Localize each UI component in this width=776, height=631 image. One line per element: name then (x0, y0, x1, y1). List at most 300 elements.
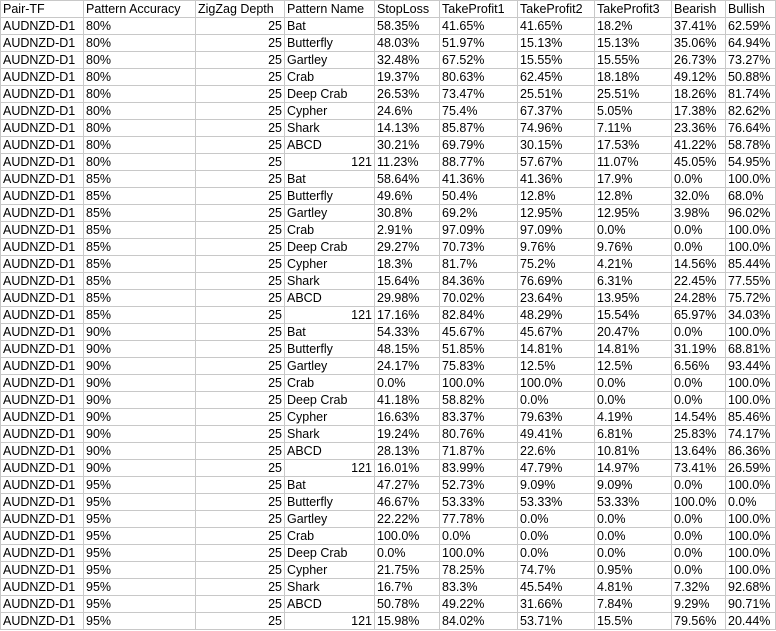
cell-takeprofit2[interactable]: 9.09% (518, 477, 595, 494)
cell-zigzag-depth[interactable]: 25 (196, 358, 285, 375)
cell-bearish[interactable]: 0.0% (672, 562, 726, 579)
cell-bearish[interactable]: 0.0% (672, 375, 726, 392)
cell-takeprofit2[interactable]: 0.0% (518, 528, 595, 545)
cell-takeprofit3[interactable]: 0.0% (595, 222, 672, 239)
header-cell-bullish[interactable]: Bullish (726, 1, 776, 18)
cell-takeprofit2[interactable]: 14.81% (518, 341, 595, 358)
cell-takeprofit3[interactable]: 17.53% (595, 137, 672, 154)
cell-pair-tf[interactable]: AUDNZD-D1 (1, 171, 84, 188)
cell-takeprofit3[interactable]: 6.81% (595, 426, 672, 443)
cell-takeprofit1[interactable]: 51.97% (440, 35, 518, 52)
cell-takeprofit2[interactable]: 12.95% (518, 205, 595, 222)
cell-pattern-accuracy[interactable]: 80% (84, 35, 196, 52)
header-cell-takeprofit3[interactable]: TakeProfit3 (595, 1, 672, 18)
cell-zigzag-depth[interactable]: 25 (196, 52, 285, 69)
cell-takeprofit1[interactable]: 71.87% (440, 443, 518, 460)
cell-takeprofit1[interactable]: 51.85% (440, 341, 518, 358)
cell-bullish[interactable]: 90.71% (726, 596, 776, 613)
cell-bearish[interactable]: 26.73% (672, 52, 726, 69)
cell-bullish[interactable]: 100.0% (726, 545, 776, 562)
cell-pair-tf[interactable]: AUDNZD-D1 (1, 375, 84, 392)
cell-bearish[interactable]: 45.05% (672, 154, 726, 171)
cell-pattern-name[interactable]: Gartley (285, 52, 375, 69)
header-cell-bearish[interactable]: Bearish (672, 1, 726, 18)
cell-takeprofit2[interactable]: 9.76% (518, 239, 595, 256)
cell-takeprofit3[interactable]: 4.19% (595, 409, 672, 426)
cell-bullish[interactable]: 85.46% (726, 409, 776, 426)
cell-pair-tf[interactable]: AUDNZD-D1 (1, 307, 84, 324)
cell-pair-tf[interactable]: AUDNZD-D1 (1, 222, 84, 239)
cell-takeprofit1[interactable]: 41.65% (440, 18, 518, 35)
cell-pattern-accuracy[interactable]: 85% (84, 273, 196, 290)
cell-pair-tf[interactable]: AUDNZD-D1 (1, 341, 84, 358)
cell-zigzag-depth[interactable]: 25 (196, 460, 285, 477)
cell-stoploss[interactable]: 15.98% (375, 613, 440, 630)
cell-takeprofit3[interactable]: 15.54% (595, 307, 672, 324)
cell-takeprofit2[interactable]: 25.51% (518, 86, 595, 103)
cell-bullish[interactable]: 92.68% (726, 579, 776, 596)
cell-takeprofit3[interactable]: 0.0% (595, 511, 672, 528)
cell-pattern-name[interactable]: Butterfly (285, 341, 375, 358)
cell-takeprofit3[interactable]: 5.05% (595, 103, 672, 120)
cell-takeprofit2[interactable]: 0.0% (518, 392, 595, 409)
cell-bearish[interactable]: 14.56% (672, 256, 726, 273)
cell-takeprofit1[interactable]: 69.2% (440, 205, 518, 222)
cell-pattern-accuracy[interactable]: 85% (84, 205, 196, 222)
cell-takeprofit1[interactable]: 49.22% (440, 596, 518, 613)
cell-zigzag-depth[interactable]: 25 (196, 443, 285, 460)
cell-bearish[interactable]: 0.0% (672, 171, 726, 188)
cell-pattern-name[interactable]: ABCD (285, 596, 375, 613)
cell-zigzag-depth[interactable]: 25 (196, 324, 285, 341)
cell-takeprofit1[interactable]: 58.82% (440, 392, 518, 409)
cell-bearish[interactable]: 18.26% (672, 86, 726, 103)
cell-takeprofit1[interactable]: 45.67% (440, 324, 518, 341)
header-cell-pattern-accuracy[interactable]: Pattern Accuracy (84, 1, 196, 18)
cell-takeprofit2[interactable]: 48.29% (518, 307, 595, 324)
cell-bearish[interactable]: 0.0% (672, 511, 726, 528)
cell-stoploss[interactable]: 32.48% (375, 52, 440, 69)
cell-pattern-accuracy[interactable]: 85% (84, 290, 196, 307)
cell-pattern-name[interactable]: Gartley (285, 511, 375, 528)
cell-pattern-name[interactable]: Bat (285, 18, 375, 35)
cell-takeprofit2[interactable]: 76.69% (518, 273, 595, 290)
cell-stoploss[interactable]: 0.0% (375, 545, 440, 562)
cell-zigzag-depth[interactable]: 25 (196, 205, 285, 222)
cell-zigzag-depth[interactable]: 25 (196, 35, 285, 52)
cell-pair-tf[interactable]: AUDNZD-D1 (1, 426, 84, 443)
cell-takeprofit3[interactable]: 13.95% (595, 290, 672, 307)
cell-pattern-name[interactable]: Shark (285, 579, 375, 596)
cell-stoploss[interactable]: 46.67% (375, 494, 440, 511)
cell-takeprofit2[interactable]: 22.6% (518, 443, 595, 460)
cell-takeprofit3[interactable]: 14.81% (595, 341, 672, 358)
cell-pattern-accuracy[interactable]: 90% (84, 443, 196, 460)
cell-zigzag-depth[interactable]: 25 (196, 188, 285, 205)
cell-bearish[interactable]: 13.64% (672, 443, 726, 460)
cell-bullish[interactable]: 85.44% (726, 256, 776, 273)
cell-pattern-name[interactable]: Crab (285, 69, 375, 86)
cell-takeprofit2[interactable]: 15.55% (518, 52, 595, 69)
cell-bullish[interactable]: 100.0% (726, 392, 776, 409)
cell-pattern-name[interactable]: Bat (285, 477, 375, 494)
cell-pattern-accuracy[interactable]: 95% (84, 562, 196, 579)
cell-bearish[interactable]: 73.41% (672, 460, 726, 477)
cell-takeprofit3[interactable]: 9.76% (595, 239, 672, 256)
cell-stoploss[interactable]: 58.64% (375, 171, 440, 188)
cell-zigzag-depth[interactable]: 25 (196, 596, 285, 613)
cell-bullish[interactable]: 68.81% (726, 341, 776, 358)
cell-pair-tf[interactable]: AUDNZD-D1 (1, 154, 84, 171)
cell-bearish[interactable]: 65.97% (672, 307, 726, 324)
cell-bullish[interactable]: 100.0% (726, 324, 776, 341)
cell-pair-tf[interactable]: AUDNZD-D1 (1, 562, 84, 579)
cell-zigzag-depth[interactable]: 25 (196, 222, 285, 239)
cell-takeprofit1[interactable]: 100.0% (440, 375, 518, 392)
cell-takeprofit1[interactable]: 67.52% (440, 52, 518, 69)
cell-bearish[interactable]: 79.56% (672, 613, 726, 630)
cell-stoploss[interactable]: 16.63% (375, 409, 440, 426)
cell-zigzag-depth[interactable]: 25 (196, 120, 285, 137)
cell-pattern-accuracy[interactable]: 80% (84, 154, 196, 171)
cell-bullish[interactable]: 50.88% (726, 69, 776, 86)
cell-bullish[interactable]: 100.0% (726, 239, 776, 256)
cell-zigzag-depth[interactable]: 25 (196, 392, 285, 409)
cell-zigzag-depth[interactable]: 25 (196, 307, 285, 324)
cell-bullish[interactable]: 93.44% (726, 358, 776, 375)
cell-pair-tf[interactable]: AUDNZD-D1 (1, 477, 84, 494)
cell-takeprofit1[interactable]: 77.78% (440, 511, 518, 528)
header-cell-pattern-name[interactable]: Pattern Name (285, 1, 375, 18)
cell-takeprofit3[interactable]: 18.18% (595, 69, 672, 86)
cell-bearish[interactable]: 25.83% (672, 426, 726, 443)
cell-takeprofit2[interactable]: 62.45% (518, 69, 595, 86)
cell-bearish[interactable]: 49.12% (672, 69, 726, 86)
cell-takeprofit2[interactable]: 31.66% (518, 596, 595, 613)
cell-zigzag-depth[interactable]: 25 (196, 409, 285, 426)
cell-pattern-name[interactable]: Cypher (285, 409, 375, 426)
cell-takeprofit1[interactable]: 50.4% (440, 188, 518, 205)
cell-bearish[interactable]: 3.98% (672, 205, 726, 222)
cell-pattern-name[interactable]: Crab (285, 375, 375, 392)
cell-bearish[interactable]: 0.0% (672, 528, 726, 545)
cell-pattern-accuracy[interactable]: 95% (84, 528, 196, 545)
cell-pattern-accuracy[interactable]: 90% (84, 409, 196, 426)
cell-pair-tf[interactable]: AUDNZD-D1 (1, 324, 84, 341)
cell-takeprofit3[interactable]: 20.47% (595, 324, 672, 341)
cell-takeprofit3[interactable]: 4.21% (595, 256, 672, 273)
cell-bearish[interactable]: 22.45% (672, 273, 726, 290)
cell-pattern-name[interactable]: 121 (285, 460, 375, 477)
cell-pattern-accuracy[interactable]: 90% (84, 341, 196, 358)
cell-stoploss[interactable]: 24.6% (375, 103, 440, 120)
cell-stoploss[interactable]: 49.6% (375, 188, 440, 205)
cell-pair-tf[interactable]: AUDNZD-D1 (1, 188, 84, 205)
cell-takeprofit2[interactable]: 45.67% (518, 324, 595, 341)
cell-stoploss[interactable]: 47.27% (375, 477, 440, 494)
cell-stoploss[interactable]: 29.98% (375, 290, 440, 307)
cell-zigzag-depth[interactable]: 25 (196, 239, 285, 256)
cell-pair-tf[interactable]: AUDNZD-D1 (1, 409, 84, 426)
cell-takeprofit2[interactable]: 79.63% (518, 409, 595, 426)
cell-bullish[interactable]: 96.02% (726, 205, 776, 222)
cell-stoploss[interactable]: 26.53% (375, 86, 440, 103)
cell-takeprofit3[interactable]: 7.84% (595, 596, 672, 613)
cell-bullish[interactable]: 86.36% (726, 443, 776, 460)
cell-takeprofit3[interactable]: 10.81% (595, 443, 672, 460)
cell-takeprofit2[interactable]: 74.96% (518, 120, 595, 137)
cell-pair-tf[interactable]: AUDNZD-D1 (1, 18, 84, 35)
cell-takeprofit2[interactable]: 75.2% (518, 256, 595, 273)
cell-pattern-name[interactable]: ABCD (285, 443, 375, 460)
cell-stoploss[interactable]: 19.37% (375, 69, 440, 86)
cell-pattern-accuracy[interactable]: 85% (84, 307, 196, 324)
cell-pattern-accuracy[interactable]: 80% (84, 18, 196, 35)
cell-bearish[interactable]: 17.38% (672, 103, 726, 120)
cell-bullish[interactable]: 100.0% (726, 222, 776, 239)
cell-pattern-name[interactable]: Bat (285, 171, 375, 188)
cell-stoploss[interactable]: 2.91% (375, 222, 440, 239)
cell-pattern-accuracy[interactable]: 95% (84, 596, 196, 613)
cell-bullish[interactable]: 68.0% (726, 188, 776, 205)
cell-pair-tf[interactable]: AUDNZD-D1 (1, 613, 84, 630)
cell-pair-tf[interactable]: AUDNZD-D1 (1, 273, 84, 290)
cell-pattern-name[interactable]: Cypher (285, 562, 375, 579)
cell-pattern-accuracy[interactable]: 95% (84, 579, 196, 596)
cell-takeprofit1[interactable]: 82.84% (440, 307, 518, 324)
cell-pattern-name[interactable]: Butterfly (285, 494, 375, 511)
cell-bearish[interactable]: 35.06% (672, 35, 726, 52)
cell-pattern-accuracy[interactable]: 95% (84, 494, 196, 511)
cell-zigzag-depth[interactable]: 25 (196, 290, 285, 307)
cell-takeprofit1[interactable]: 69.79% (440, 137, 518, 154)
cell-takeprofit1[interactable]: 70.02% (440, 290, 518, 307)
cell-takeprofit2[interactable]: 57.67% (518, 154, 595, 171)
cell-pair-tf[interactable]: AUDNZD-D1 (1, 545, 84, 562)
cell-pair-tf[interactable]: AUDNZD-D1 (1, 290, 84, 307)
cell-bullish[interactable]: 75.72% (726, 290, 776, 307)
cell-stoploss[interactable]: 17.16% (375, 307, 440, 324)
cell-takeprofit2[interactable]: 30.15% (518, 137, 595, 154)
cell-bullish[interactable]: 64.94% (726, 35, 776, 52)
cell-stoploss[interactable]: 30.21% (375, 137, 440, 154)
cell-pattern-accuracy[interactable]: 80% (84, 137, 196, 154)
cell-pattern-accuracy[interactable]: 80% (84, 120, 196, 137)
cell-pattern-name[interactable]: 121 (285, 307, 375, 324)
cell-pattern-accuracy[interactable]: 80% (84, 103, 196, 120)
cell-stoploss[interactable]: 100.0% (375, 528, 440, 545)
cell-takeprofit1[interactable]: 97.09% (440, 222, 518, 239)
cell-bullish[interactable]: 81.74% (726, 86, 776, 103)
cell-pattern-accuracy[interactable]: 95% (84, 545, 196, 562)
cell-pattern-accuracy[interactable]: 95% (84, 477, 196, 494)
cell-takeprofit1[interactable]: 75.83% (440, 358, 518, 375)
cell-takeprofit2[interactable]: 100.0% (518, 375, 595, 392)
cell-takeprofit1[interactable]: 100.0% (440, 545, 518, 562)
cell-stoploss[interactable]: 58.35% (375, 18, 440, 35)
cell-pattern-name[interactable]: Shark (285, 273, 375, 290)
cell-stoploss[interactable]: 16.01% (375, 460, 440, 477)
cell-pattern-accuracy[interactable]: 95% (84, 511, 196, 528)
cell-takeprofit3[interactable]: 4.81% (595, 579, 672, 596)
cell-bullish[interactable]: 100.0% (726, 171, 776, 188)
cell-pattern-accuracy[interactable]: 90% (84, 324, 196, 341)
cell-pair-tf[interactable]: AUDNZD-D1 (1, 392, 84, 409)
cell-stoploss[interactable]: 19.24% (375, 426, 440, 443)
cell-takeprofit3[interactable]: 14.97% (595, 460, 672, 477)
cell-takeprofit2[interactable]: 23.64% (518, 290, 595, 307)
cell-zigzag-depth[interactable]: 25 (196, 171, 285, 188)
cell-pattern-name[interactable]: Cypher (285, 103, 375, 120)
cell-pattern-accuracy[interactable]: 90% (84, 375, 196, 392)
cell-takeprofit2[interactable]: 12.5% (518, 358, 595, 375)
cell-takeprofit3[interactable]: 53.33% (595, 494, 672, 511)
cell-pair-tf[interactable]: AUDNZD-D1 (1, 137, 84, 154)
cell-takeprofit2[interactable]: 41.36% (518, 171, 595, 188)
cell-pattern-accuracy[interactable]: 85% (84, 188, 196, 205)
cell-bearish[interactable]: 9.29% (672, 596, 726, 613)
cell-zigzag-depth[interactable]: 25 (196, 154, 285, 171)
cell-stoploss[interactable]: 29.27% (375, 239, 440, 256)
cell-pattern-accuracy[interactable]: 80% (84, 86, 196, 103)
cell-takeprofit1[interactable]: 81.7% (440, 256, 518, 273)
cell-takeprofit2[interactable]: 47.79% (518, 460, 595, 477)
cell-pattern-accuracy[interactable]: 80% (84, 52, 196, 69)
cell-bullish[interactable]: 20.44% (726, 613, 776, 630)
cell-takeprofit3[interactable]: 0.0% (595, 392, 672, 409)
cell-pattern-accuracy[interactable]: 90% (84, 460, 196, 477)
cell-bullish[interactable]: 58.78% (726, 137, 776, 154)
cell-pair-tf[interactable]: AUDNZD-D1 (1, 494, 84, 511)
cell-stoploss[interactable]: 24.17% (375, 358, 440, 375)
cell-stoploss[interactable]: 54.33% (375, 324, 440, 341)
cell-zigzag-depth[interactable]: 25 (196, 494, 285, 511)
cell-bullish[interactable]: 100.0% (726, 375, 776, 392)
cell-bullish[interactable]: 62.59% (726, 18, 776, 35)
cell-takeprofit3[interactable]: 15.55% (595, 52, 672, 69)
cell-takeprofit3[interactable]: 12.5% (595, 358, 672, 375)
cell-takeprofit3[interactable]: 6.31% (595, 273, 672, 290)
cell-takeprofit2[interactable]: 0.0% (518, 545, 595, 562)
cell-takeprofit3[interactable]: 0.0% (595, 545, 672, 562)
cell-pair-tf[interactable]: AUDNZD-D1 (1, 52, 84, 69)
cell-pattern-name[interactable]: Crab (285, 222, 375, 239)
cell-pattern-name[interactable]: ABCD (285, 137, 375, 154)
cell-pattern-name[interactable]: Gartley (285, 205, 375, 222)
cell-stoploss[interactable]: 21.75% (375, 562, 440, 579)
cell-takeprofit2[interactable]: 0.0% (518, 511, 595, 528)
cell-takeprofit1[interactable]: 84.02% (440, 613, 518, 630)
cell-pair-tf[interactable]: AUDNZD-D1 (1, 256, 84, 273)
cell-stoploss[interactable]: 48.03% (375, 35, 440, 52)
cell-pattern-accuracy[interactable]: 85% (84, 239, 196, 256)
cell-takeprofit2[interactable]: 45.54% (518, 579, 595, 596)
cell-pattern-name[interactable]: Deep Crab (285, 239, 375, 256)
cell-pattern-name[interactable]: Butterfly (285, 35, 375, 52)
cell-pair-tf[interactable]: AUDNZD-D1 (1, 460, 84, 477)
cell-pattern-name[interactable]: Deep Crab (285, 545, 375, 562)
cell-zigzag-depth[interactable]: 25 (196, 273, 285, 290)
cell-pattern-name[interactable]: ABCD (285, 290, 375, 307)
cell-pattern-name[interactable]: Cypher (285, 256, 375, 273)
cell-pair-tf[interactable]: AUDNZD-D1 (1, 35, 84, 52)
cell-stoploss[interactable]: 15.64% (375, 273, 440, 290)
cell-bearish[interactable]: 0.0% (672, 545, 726, 562)
cell-stoploss[interactable]: 30.8% (375, 205, 440, 222)
cell-stoploss[interactable]: 50.78% (375, 596, 440, 613)
cell-zigzag-depth[interactable]: 25 (196, 375, 285, 392)
cell-bullish[interactable]: 82.62% (726, 103, 776, 120)
cell-takeprofit3[interactable]: 25.51% (595, 86, 672, 103)
cell-bearish[interactable]: 23.36% (672, 120, 726, 137)
cell-takeprofit1[interactable]: 83.99% (440, 460, 518, 477)
cell-zigzag-depth[interactable]: 25 (196, 256, 285, 273)
cell-pattern-accuracy[interactable]: 85% (84, 222, 196, 239)
cell-takeprofit3[interactable]: 18.2% (595, 18, 672, 35)
cell-bullish[interactable]: 76.64% (726, 120, 776, 137)
cell-bullish[interactable]: 0.0% (726, 494, 776, 511)
cell-pattern-name[interactable]: Shark (285, 426, 375, 443)
cell-pattern-accuracy[interactable]: 90% (84, 392, 196, 409)
cell-bearish[interactable]: 0.0% (672, 239, 726, 256)
cell-pattern-accuracy[interactable]: 95% (84, 613, 196, 630)
cell-takeprofit3[interactable]: 0.95% (595, 562, 672, 579)
cell-takeprofit2[interactable]: 74.7% (518, 562, 595, 579)
cell-zigzag-depth[interactable]: 25 (196, 18, 285, 35)
cell-takeprofit3[interactable]: 15.5% (595, 613, 672, 630)
cell-bearish[interactable]: 100.0% (672, 494, 726, 511)
cell-takeprofit3[interactable]: 9.09% (595, 477, 672, 494)
cell-takeprofit1[interactable]: 75.4% (440, 103, 518, 120)
cell-bearish[interactable]: 32.0% (672, 188, 726, 205)
cell-bearish[interactable]: 7.32% (672, 579, 726, 596)
cell-pair-tf[interactable]: AUDNZD-D1 (1, 596, 84, 613)
cell-takeprofit1[interactable]: 80.63% (440, 69, 518, 86)
cell-takeprofit1[interactable]: 84.36% (440, 273, 518, 290)
cell-pair-tf[interactable]: AUDNZD-D1 (1, 511, 84, 528)
cell-zigzag-depth[interactable]: 25 (196, 103, 285, 120)
cell-takeprofit2[interactable]: 67.37% (518, 103, 595, 120)
cell-pattern-accuracy[interactable]: 90% (84, 426, 196, 443)
cell-bearish[interactable]: 0.0% (672, 222, 726, 239)
cell-pattern-accuracy[interactable]: 90% (84, 358, 196, 375)
cell-bearish[interactable]: 0.0% (672, 477, 726, 494)
cell-takeprofit1[interactable]: 52.73% (440, 477, 518, 494)
cell-takeprofit1[interactable]: 88.77% (440, 154, 518, 171)
cell-pair-tf[interactable]: AUDNZD-D1 (1, 579, 84, 596)
cell-pattern-accuracy[interactable]: 80% (84, 69, 196, 86)
cell-zigzag-depth[interactable]: 25 (196, 426, 285, 443)
cell-bullish[interactable]: 26.59% (726, 460, 776, 477)
cell-takeprofit1[interactable]: 78.25% (440, 562, 518, 579)
cell-bearish[interactable]: 24.28% (672, 290, 726, 307)
cell-pattern-name[interactable]: Gartley (285, 358, 375, 375)
cell-pattern-name[interactable]: Crab (285, 528, 375, 545)
cell-pair-tf[interactable]: AUDNZD-D1 (1, 205, 84, 222)
cell-bearish[interactable]: 14.54% (672, 409, 726, 426)
cell-zigzag-depth[interactable]: 25 (196, 86, 285, 103)
cell-pattern-name[interactable]: Deep Crab (285, 392, 375, 409)
cell-pair-tf[interactable]: AUDNZD-D1 (1, 443, 84, 460)
cell-takeprofit1[interactable]: 83.3% (440, 579, 518, 596)
header-cell-zigzag-depth[interactable]: ZigZag Depth (196, 1, 285, 18)
cell-takeprofit3[interactable]: 17.9% (595, 171, 672, 188)
cell-pattern-name[interactable]: Bat (285, 324, 375, 341)
cell-pair-tf[interactable]: AUDNZD-D1 (1, 69, 84, 86)
cell-stoploss[interactable]: 18.3% (375, 256, 440, 273)
cell-zigzag-depth[interactable]: 25 (196, 69, 285, 86)
cell-takeprofit2[interactable]: 53.33% (518, 494, 595, 511)
